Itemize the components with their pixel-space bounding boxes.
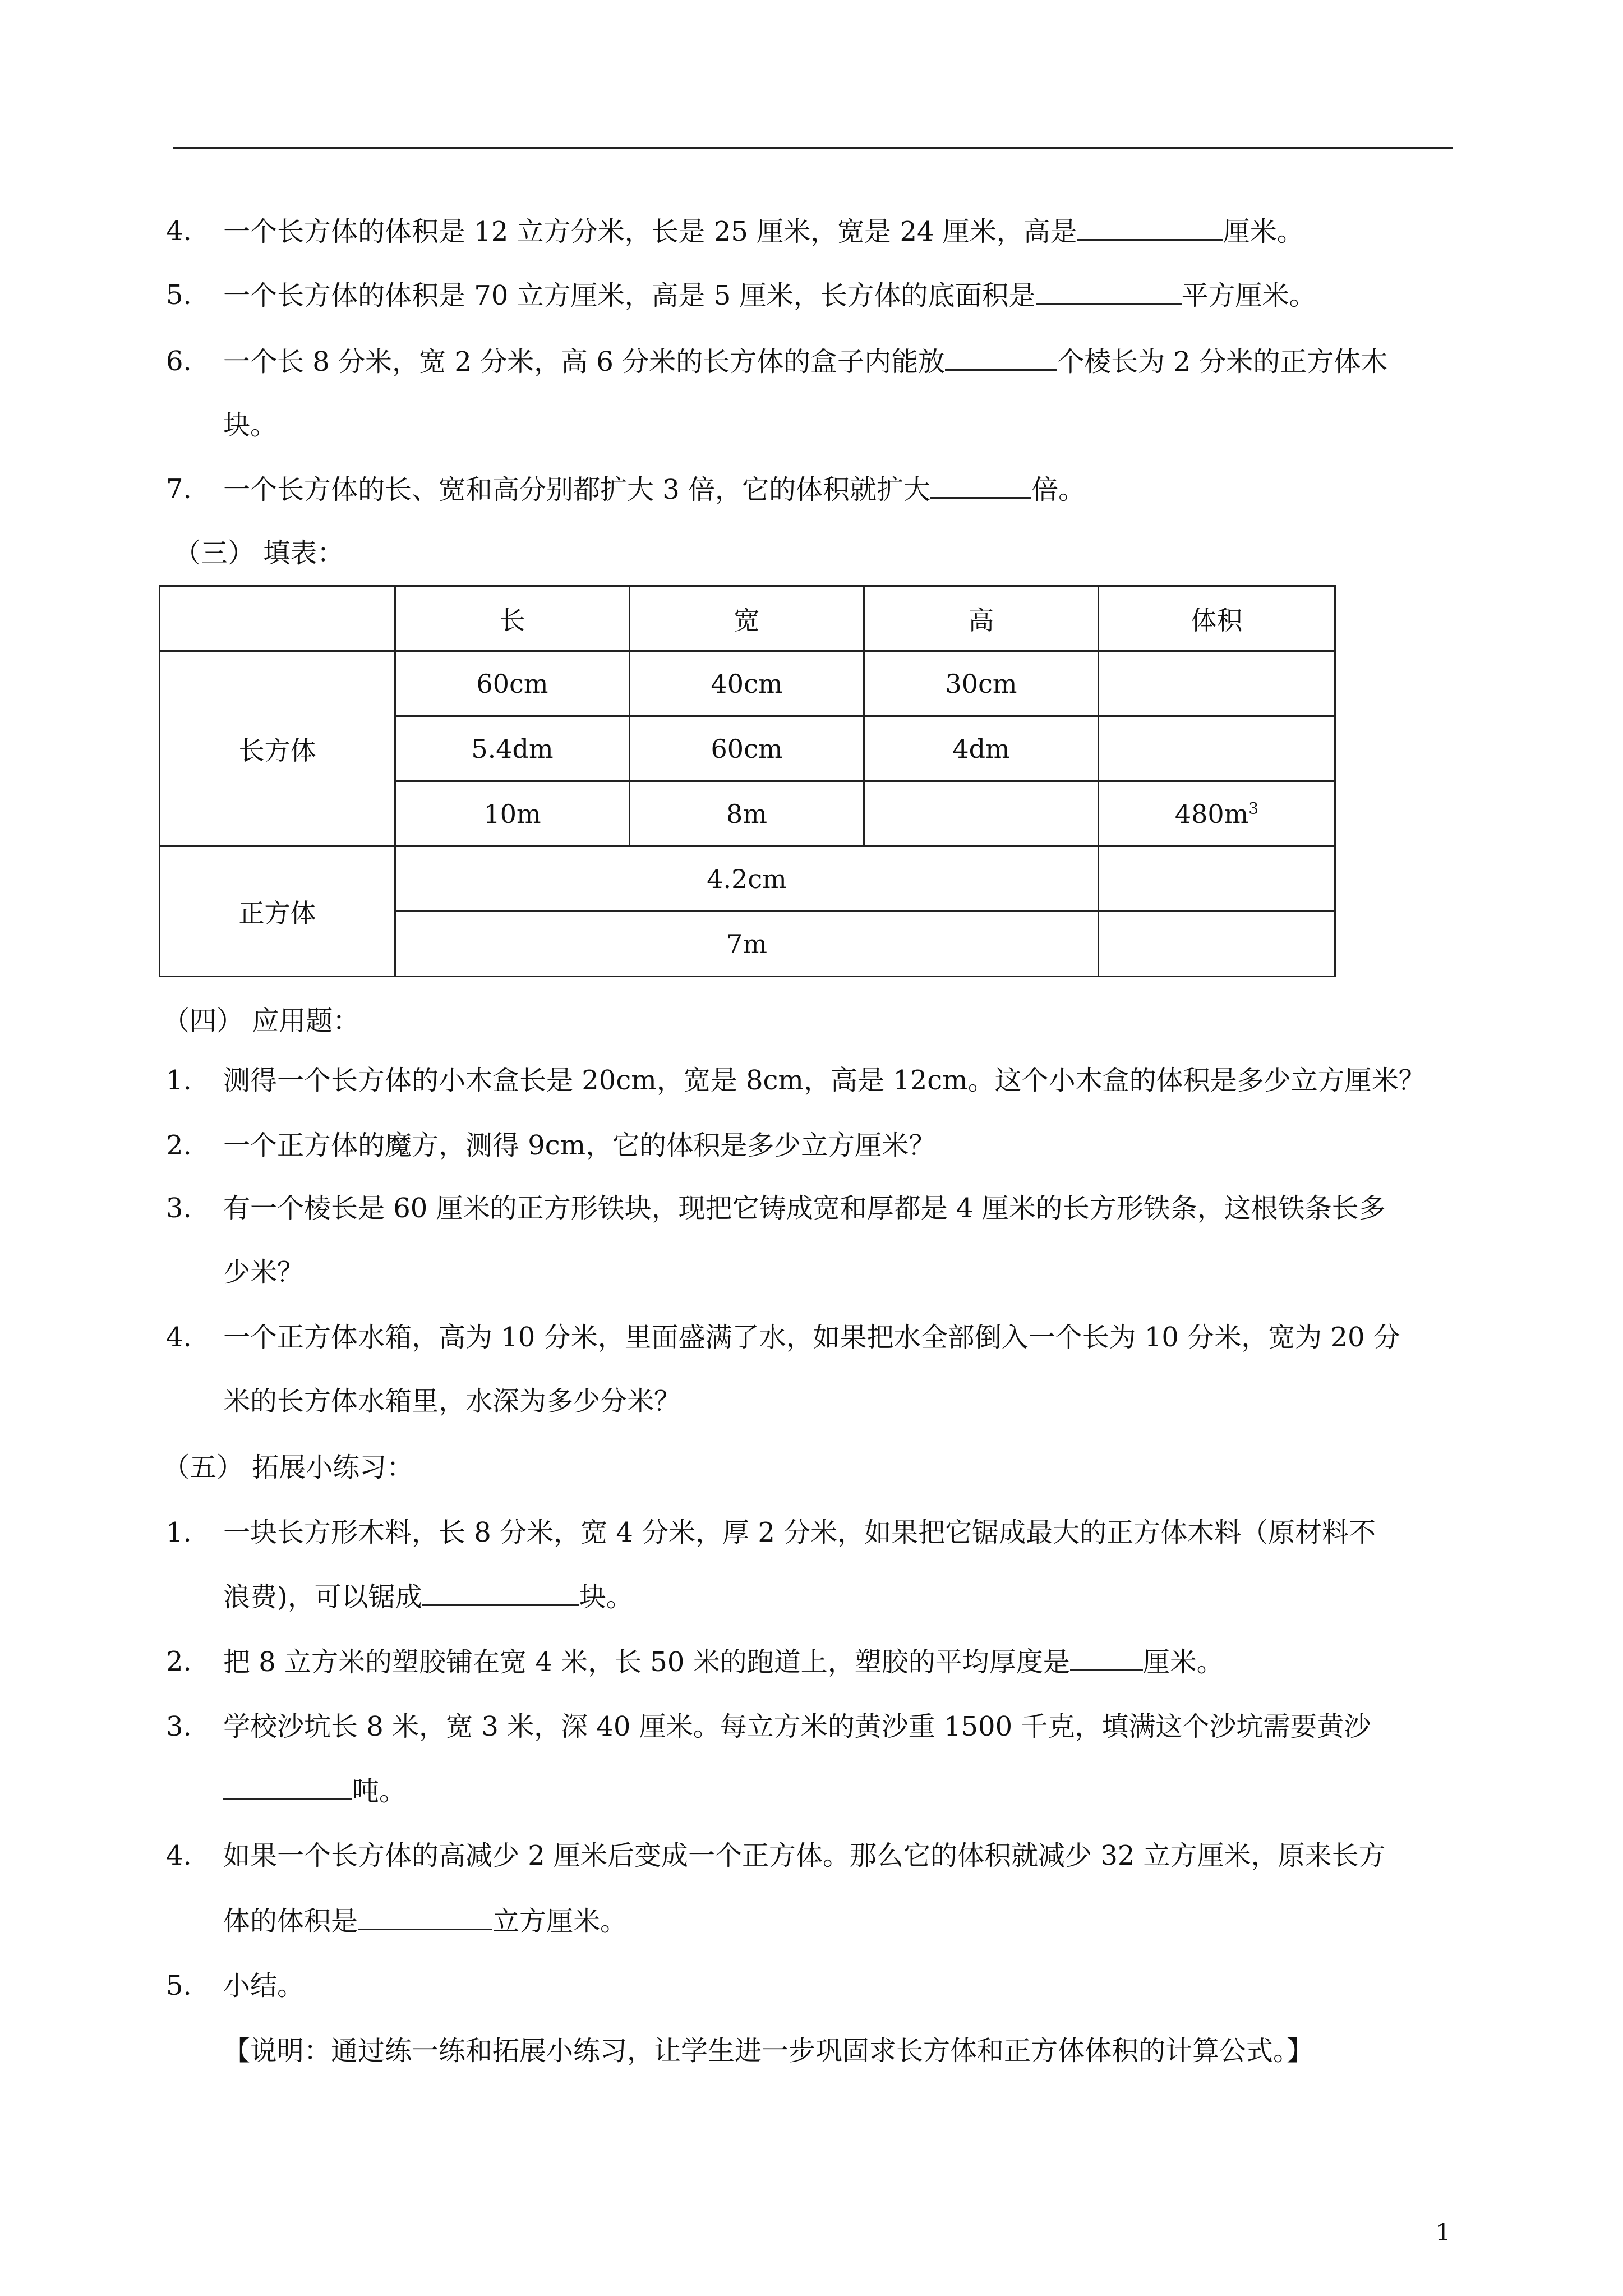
- volume-value: 480m: [1174, 798, 1249, 829]
- table-cell: 30cm: [864, 651, 1099, 716]
- item-number: 5.: [166, 279, 192, 311]
- question-text: 有一个棱长是 60 厘米的正方形铁块，现把它铸成宽和厚都是 4 厘米的长方形铁条，这根铁条长多: [223, 1193, 1386, 1224]
- answer-blank[interactable]: [1036, 278, 1182, 305]
- question-unit: 厘米。: [1223, 216, 1304, 247]
- question-unit: 平方厘米。: [1181, 280, 1316, 311]
- question-text-cont: 米的长方体水箱里，水深为多少分米？: [223, 1386, 681, 1417]
- question-unit: 立方厘米。: [492, 1906, 628, 1937]
- item-number: 6.: [166, 346, 192, 377]
- header-length: 长: [395, 586, 630, 651]
- answer-blank[interactable]: [1070, 1645, 1143, 1671]
- item-number: 7.: [166, 473, 192, 505]
- answer-cell[interactable]: [1099, 912, 1335, 977]
- answer-cell[interactable]: [1099, 716, 1335, 781]
- item-number: 4.: [166, 215, 192, 247]
- table-cell: 60cm: [395, 651, 630, 716]
- table-cell: 4dm: [864, 716, 1099, 781]
- question-text: 一个长方体的体积是 12 立方分米，长是 25 厘米，宽是 24 厘米，高是: [223, 216, 1077, 247]
- item-number: 2.: [166, 1130, 192, 1161]
- answer-blank[interactable]: [930, 472, 1031, 499]
- question-text: 测得一个长方体的小木盒长是 20cm，宽是 8cm，高是 12cm。这个小木盒的体积是多少立方厘米？: [223, 1065, 1426, 1096]
- question-text: 一个长方体的体积是 70 立方厘米，高是 5 厘米，长方体的底面积是: [223, 280, 1036, 311]
- question-unit: 厘米。: [1142, 1646, 1224, 1678]
- answer-blank[interactable]: [422, 1580, 579, 1606]
- question-text-cont: 体的体积是: [223, 1906, 358, 1937]
- header-rule: [173, 147, 1453, 149]
- item-number: 2.: [166, 1646, 192, 1677]
- question-text: 一个长方体的长、宽和高分别都扩大 3 倍，它的体积就扩大: [223, 474, 931, 505]
- item-number: 1.: [166, 1517, 192, 1548]
- question-text: 把 8 立方米的塑胶铺在宽 4 米，长 50 米的跑道上，塑胶的平均厚度是: [223, 1646, 1070, 1678]
- question-unit: 吨。: [352, 1775, 407, 1807]
- answer-blank[interactable]: [1077, 214, 1223, 241]
- question-text-cont: 块。: [223, 409, 278, 441]
- answer-cell[interactable]: [1099, 651, 1335, 716]
- answer-cell[interactable]: [1099, 846, 1335, 912]
- fill-in-table: [159, 585, 1336, 977]
- item-number: 3.: [166, 1193, 192, 1224]
- question-text: 一个正方体的魔方，测得 9cm，它的体积是多少立方厘米？: [223, 1130, 936, 1161]
- table-row: [160, 846, 1335, 912]
- item-number: 3.: [166, 1711, 192, 1742]
- table-cell: 7m: [395, 912, 1099, 977]
- header-volume: 体积: [1099, 586, 1335, 651]
- table-cell: 4.2cm: [395, 846, 1099, 912]
- header-height: 高: [864, 586, 1099, 651]
- answer-blank[interactable]: [223, 1774, 352, 1800]
- question-text: 学校沙坑长 8 米，宽 3 米，深 40 厘米。每立方米的黄沙重 1500 千克，填满这个沙坑需要黄沙: [223, 1711, 1371, 1742]
- volume-exponent: 3: [1248, 799, 1259, 818]
- row-label-cuboid: 长方体: [160, 651, 395, 846]
- section-title: （四） 应用题：: [163, 1005, 360, 1037]
- question-unit: 倍。: [1031, 474, 1086, 505]
- item-number: 4.: [166, 1840, 192, 1871]
- table-cell: 60cm: [630, 716, 864, 781]
- table-header-row: [160, 586, 1335, 651]
- answer-blank[interactable]: [945, 344, 1057, 371]
- page-number: 1: [1436, 2219, 1451, 2246]
- item-number: 5.: [166, 1970, 192, 2001]
- question-unit: 块。: [579, 1581, 633, 1613]
- item-number: 1.: [166, 1065, 192, 1096]
- question-text: 如果一个长方体的高减少 2 厘米后变成一个正方体。那么它的体积就减少 32 立方厘米，原来长方: [223, 1840, 1386, 1871]
- answer-blank[interactable]: [358, 1904, 492, 1930]
- question-text-cont: 少米？: [223, 1257, 305, 1288]
- table-cell: 8m: [630, 781, 864, 846]
- table-corner-cell: [160, 586, 395, 651]
- table-row: [160, 651, 1335, 716]
- answer-cell[interactable]: [864, 781, 1099, 846]
- question-text: 一个长 8 分米，宽 2 分米，高 6 分米的长方体的盒子内能放: [223, 346, 946, 378]
- item-number: 4.: [166, 1322, 192, 1353]
- explanation-note: 【说明：通过练一练和拓展小练习，让学生进一步巩固求长方体和正方体体积的计算公式。】: [223, 2035, 1314, 2067]
- question-text: 一块长方形木料，长 8 分米，宽 4 分米，厚 2 分米，如果把它锯成最大的正方体木料（原材料不: [223, 1517, 1376, 1548]
- table-cell: 10m: [395, 781, 630, 846]
- question-text: 一个正方体水箱，高为 10 分米，里面盛满了水，如果把水全部倒入一个长为 10 分米，宽为 20 分: [223, 1322, 1400, 1353]
- table-cell: [1099, 781, 1335, 846]
- section-title: （三） 填表：: [174, 537, 344, 569]
- row-label-cube: 正方体: [160, 846, 395, 977]
- table-cell: 5.4dm: [395, 716, 630, 781]
- section-title: （五） 拓展小练习：: [163, 1452, 414, 1483]
- question-text-cont: 个棱长为 2 分米的正方体木: [1057, 346, 1388, 378]
- header-width: 宽: [630, 586, 864, 651]
- table-cell: 40cm: [630, 651, 864, 716]
- question-text: 小结。: [223, 1970, 305, 2001]
- question-text-cont: 浪费)，可以锯成: [223, 1581, 422, 1613]
